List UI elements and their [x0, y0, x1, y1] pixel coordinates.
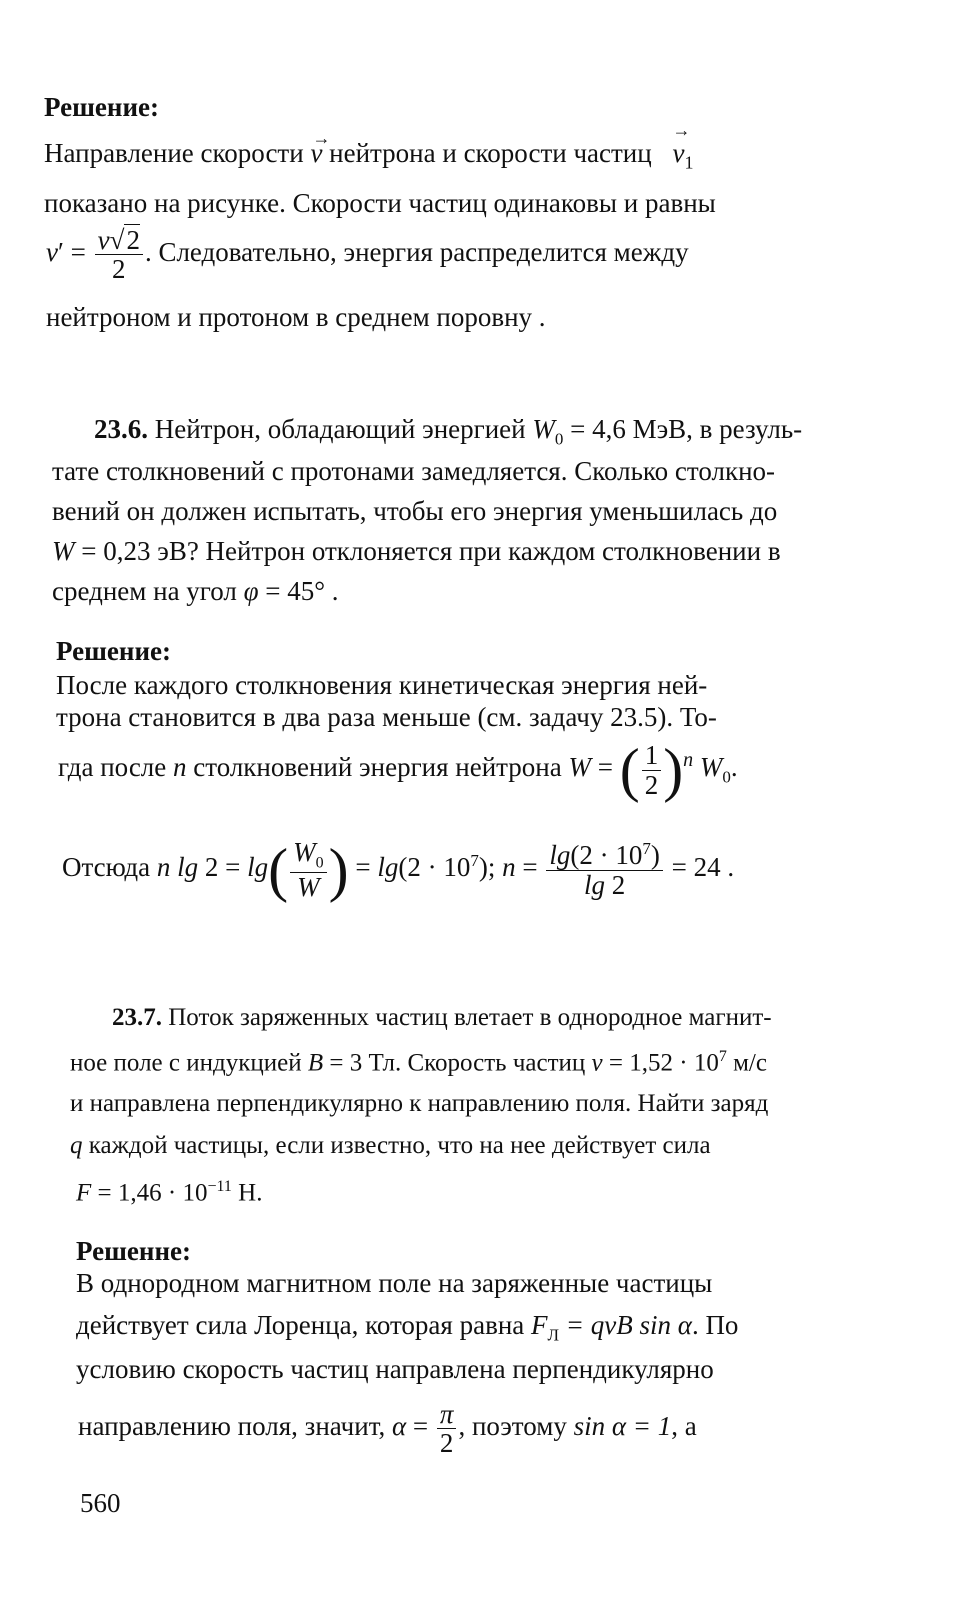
sol1-line-2: показано на рисунке. Скорости частиц одинаковы и равны — [44, 188, 716, 218]
solution-heading-1: Решение: — [44, 92, 159, 122]
problem-number-23-7: 23.7. — [112, 1004, 162, 1031]
problem-23-6-line-5: среднем на угол φ = 45° . — [52, 576, 339, 606]
page-number: 560 — [80, 1488, 121, 1518]
solution-heading-2: Решение: — [56, 636, 171, 666]
problem-23-6-line-2: тате столкновений с протонами замедляется. Сколько столкно- — [52, 456, 776, 486]
sol2-line-2: трона становится в два раза меньше (см. задачу 23.5). То- — [56, 702, 717, 732]
problem-23-6-line-1: 23.6. Нейтрон, обладающий энергией $W_0 = 4,6$ МэВ, в резуль- — [94, 414, 803, 449]
problem-number-23-6: 23.6. — [94, 414, 148, 444]
problem-23-7-line-4: q каждой частицы, если известно, что на нее действует сила — [70, 1132, 711, 1159]
problem-23-7-line-3: и направлена перпендикулярно к направлению поля. Найти заряд — [70, 1090, 769, 1117]
sol1-line-3: v′ = $\frac{v√2}{2}$ . Следовательно, энергия распределится между — [46, 225, 689, 285]
vector-v1: $v_1$ → — [672, 120, 694, 173]
sol2-line-1: После каждого столкновения кинетическая энергия ней- — [56, 670, 708, 700]
sol3-line-2: действует сила Лоренца, которая равна $F_Л$ = qvB sin α. По — [76, 1310, 739, 1345]
sol3-line-1: В однородном магнитном поле на заряженные частицы — [76, 1268, 713, 1298]
solution-heading-3: Решенне: — [76, 1236, 191, 1266]
sol2-line-4: Отсюда n lg 2 = lg( $\frac{W_0}{W}$ ) = $\lg(2 \cdot 10^7)$; n = $\frac{\lg(2 \cdot 10^7)}{\lg 2}$ = 24 . — [62, 836, 735, 903]
sol3-line-4: направлению поля, значит, α = $\frac{\pi}{2}$ , поэтому sin α = 1, а — [78, 1399, 697, 1459]
problem-23-7-line-1: 23.7. Поток заряженных частиц влетает в однородное магнит- — [112, 1004, 772, 1031]
problem-23-7-line-5: $F = 1,46 \cdot 10^{-11}$ Н. — [76, 1178, 263, 1207]
problem-23-6-line-4: W = 0,23 эВ? Нейтрон отклоняется при каждом столкновении в — [52, 536, 781, 566]
sol1-line-4: нейтроном и протоном в среднем поровну . — [46, 302, 546, 332]
problem-23-7-line-2: ное поле с индукцией B = 3 Тл. Скорость частиц $v = 1,52 \cdot 10^7$ м/с — [70, 1048, 767, 1077]
vector-v: v → — [310, 128, 331, 168]
sol1-line-1: Направление скорости v → нейтрона и скорости частиц $v_1$ → — [44, 120, 694, 173]
problem-23-6-line-3: вений он должен испытать, чтобы его энергия уменьшилась до — [52, 496, 778, 526]
sol3-line-3: условию скорость частиц направлена перпендикулярно — [76, 1354, 714, 1384]
formula-v-sqrt2-over-2: $\frac{v√2}{2}$ — [95, 226, 143, 284]
sol2-line-3: гда после n столкновений энергия нейтрона W = ( $\frac{1}{2}$ )$^n$ $W_0$. — [58, 737, 738, 803]
